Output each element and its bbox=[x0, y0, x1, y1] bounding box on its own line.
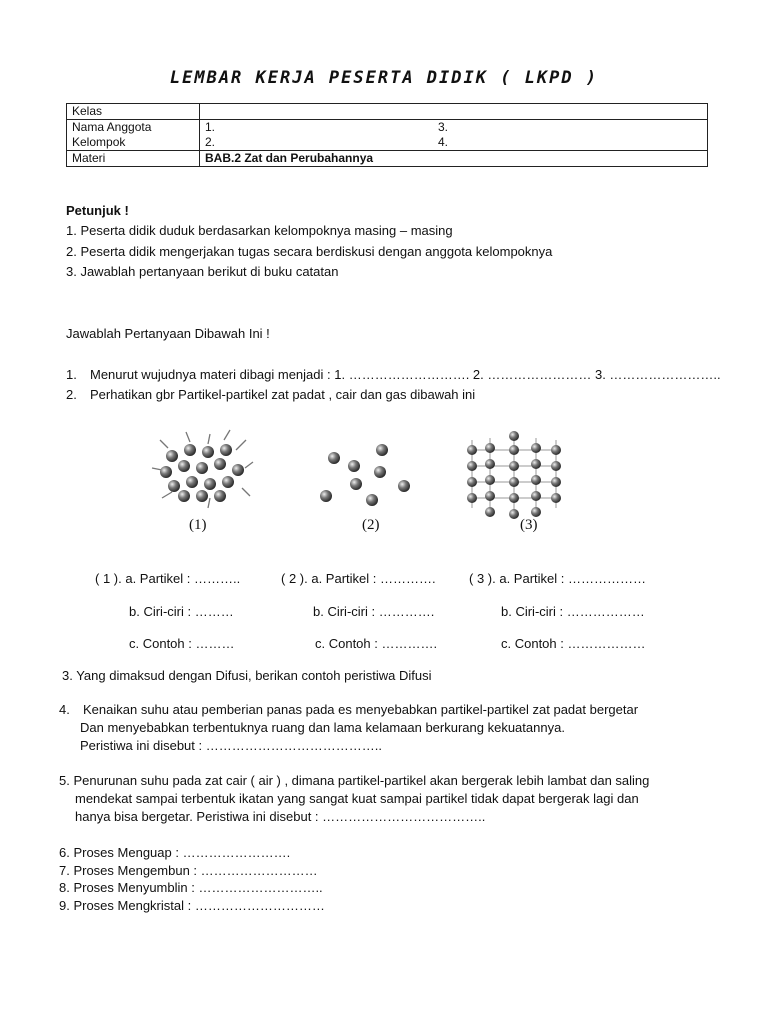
figure-caption-2: (2) bbox=[362, 517, 380, 533]
page-title: LEMBAR KERJA PESERTA DIDIK ( LKPD ) bbox=[169, 68, 599, 88]
q4-number: 4. bbox=[59, 702, 70, 717]
q3-text: 3. Yang dimaksud dengan Difusi, berikan contoh peristiwa Difusi bbox=[62, 668, 432, 683]
figure-caption-3: (3) bbox=[520, 517, 538, 533]
q4-line-3: Peristiwa ini disebut : ………………………………….. bbox=[80, 738, 382, 753]
q1-number: 1. bbox=[66, 367, 77, 382]
nama-kelompok-label bbox=[67, 120, 200, 151]
particles-solid-lattice bbox=[467, 431, 561, 519]
materi-value: BAB.2 Zat dan Perubahannya bbox=[200, 151, 708, 167]
member-1: 1. bbox=[205, 120, 216, 134]
process-menguap: 6. Proses Menguap : ……………………. bbox=[59, 845, 291, 860]
q4-line-1: Kenaikan suhu atau pemberian panas pada es menyebabkan partikel-partikel zat padat bergetar bbox=[83, 702, 639, 717]
answer-1-ciri: b. Ciri-ciri : ……… bbox=[129, 604, 234, 619]
kelas-label: Kelas bbox=[67, 104, 200, 120]
q2-number: 2. bbox=[66, 387, 77, 402]
q5-line-2: mendekat sampai terbentuk ikatan yang sangat kuat sampai partikel tidak dapat bergerak lagi dan bbox=[75, 791, 639, 806]
answer-3-ciri: b. Ciri-ciri : ……………… bbox=[501, 604, 645, 619]
member-4: 4. bbox=[438, 135, 449, 149]
q1-text: Menurut wujudnya materi dibagi menjadi : 1. ………………………. 2. …………………… 3. …………………….. bbox=[90, 367, 721, 382]
materi-label: Materi bbox=[67, 151, 200, 167]
process-mengkristal: 9. Proses Mengkristal : ………………………… bbox=[59, 898, 325, 913]
members-cell bbox=[200, 120, 708, 151]
answer-2-contoh: c. Contoh : …………. bbox=[315, 636, 438, 651]
instruction: Jawablah Pertanyaan Dibawah Ini ! bbox=[66, 326, 270, 341]
particles-gas bbox=[320, 444, 410, 506]
answer-2-partikel: ( 2 ). a. Partikel : …………. bbox=[281, 571, 436, 586]
answer-3-partikel: ( 3 ). a. Partikel : ……………… bbox=[469, 571, 646, 586]
particles-solid-vibrating bbox=[152, 430, 253, 508]
petunjuk-item-1: 1. Peserta didik duduk berdasarkan kelompoknya masing – masing bbox=[66, 223, 453, 238]
petunjuk-item-2: 2. Peserta didik mengerjakan tugas secara berdiskusi dengan anggota kelompoknya bbox=[66, 244, 553, 259]
process-mengembun: 7. Proses Mengembun : ……………………… bbox=[59, 863, 318, 878]
answer-1-partikel: ( 1 ). a. Partikel : ……….. bbox=[95, 571, 241, 586]
q4-line-2: Dan menyebabkan terbentuknya ruang dan lama kelamaan berkurang kekuatannya. bbox=[80, 720, 565, 735]
q2-text: Perhatikan gbr Partikel-partikel zat padat , cair dan gas dibawah ini bbox=[90, 387, 476, 402]
info-table bbox=[66, 103, 708, 167]
q5-line-3: hanya bisa bergetar. Peristiwa ini disebut : ……………………………….. bbox=[75, 809, 486, 824]
kelas-value bbox=[200, 104, 708, 120]
petunjuk-item-3: 3. Jawablah pertanyaan berikut di buku catatan bbox=[66, 264, 339, 279]
member-2: 2. bbox=[205, 135, 216, 149]
nama-anggota-label: Nama Anggota bbox=[72, 120, 152, 134]
member-3: 3. bbox=[438, 120, 449, 134]
q5-line-1: 5. Penurunan suhu pada zat cair ( air ) , dimana partikel-partikel akan bergerak lebih lambat dan saling bbox=[59, 773, 650, 788]
figure-caption-1: (1) bbox=[189, 517, 207, 533]
petunjuk-heading: Petunjuk ! bbox=[66, 203, 129, 218]
kelompok-label: Kelompok bbox=[72, 135, 126, 149]
process-menyumblin: 8. Proses Menyumblin : ……………………….. bbox=[59, 880, 323, 895]
answer-3-contoh: c. Contoh : ……………… bbox=[501, 636, 646, 651]
answer-2-ciri: b. Ciri-ciri : …………. bbox=[313, 604, 435, 619]
answer-1-contoh: c. Contoh : ……… bbox=[129, 636, 235, 651]
